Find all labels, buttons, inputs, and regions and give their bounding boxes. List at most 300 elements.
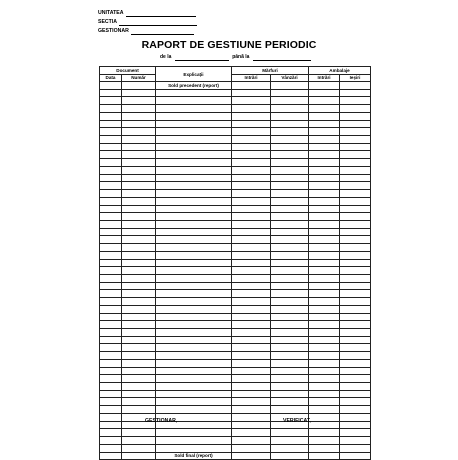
table-cell[interactable]: [309, 128, 340, 136]
table-cell[interactable]: [156, 151, 232, 159]
table-cell[interactable]: [271, 166, 309, 174]
table-cell[interactable]: [271, 267, 309, 275]
table-cell[interactable]: [309, 383, 340, 391]
table-cell[interactable]: [340, 437, 371, 445]
table-cell[interactable]: [309, 267, 340, 275]
table-cell[interactable]: [309, 352, 340, 360]
table-cell[interactable]: [340, 128, 371, 136]
table-cell[interactable]: [156, 375, 232, 383]
table-cell[interactable]: [100, 120, 122, 128]
table-cell[interactable]: [156, 97, 232, 105]
table-cell[interactable]: [100, 220, 122, 228]
table-cell[interactable]: [156, 398, 232, 406]
table-cell[interactable]: [100, 336, 122, 344]
table-cell[interactable]: [232, 120, 271, 128]
table-cell[interactable]: [122, 97, 156, 105]
table-cell[interactable]: [156, 444, 232, 452]
table-cell[interactable]: [122, 367, 156, 375]
table-cell[interactable]: [340, 228, 371, 236]
table-cell[interactable]: [232, 267, 271, 275]
table-cell[interactable]: [100, 398, 122, 406]
table-cell[interactable]: [100, 413, 122, 421]
table-cell[interactable]: [156, 305, 232, 313]
table-cell[interactable]: [232, 313, 271, 321]
table-cell[interactable]: [100, 274, 122, 282]
table-cell[interactable]: [232, 82, 271, 90]
table-cell[interactable]: [122, 82, 156, 90]
table-cell[interactable]: [309, 429, 340, 437]
table-cell[interactable]: [122, 159, 156, 167]
table-cell[interactable]: [309, 375, 340, 383]
table-cell[interactable]: [309, 344, 340, 352]
table-cell[interactable]: [340, 197, 371, 205]
table-cell[interactable]: [271, 329, 309, 337]
table-cell[interactable]: [232, 236, 271, 244]
table-cell[interactable]: [340, 220, 371, 228]
table-cell[interactable]: [309, 213, 340, 221]
table-cell[interactable]: [232, 444, 271, 452]
table-cell[interactable]: [122, 166, 156, 174]
table-cell[interactable]: [122, 329, 156, 337]
table-cell[interactable]: [271, 197, 309, 205]
table-cell[interactable]: [271, 313, 309, 321]
table-cell[interactable]: [340, 298, 371, 306]
table-cell[interactable]: [232, 290, 271, 298]
table-cell[interactable]: [232, 136, 271, 144]
table-cell[interactable]: [122, 429, 156, 437]
table-cell[interactable]: [340, 174, 371, 182]
table-cell[interactable]: [340, 190, 371, 198]
table-cell[interactable]: [340, 205, 371, 213]
table-cell[interactable]: [156, 274, 232, 282]
table-cell[interactable]: [340, 82, 371, 90]
table-cell[interactable]: [100, 159, 122, 167]
table-cell[interactable]: [232, 151, 271, 159]
table-cell[interactable]: [156, 159, 232, 167]
table-cell[interactable]: [100, 321, 122, 329]
table-cell[interactable]: [232, 205, 271, 213]
table-cell[interactable]: [232, 321, 271, 329]
table-cell[interactable]: [232, 105, 271, 113]
table-cell[interactable]: [156, 128, 232, 136]
table-cell[interactable]: [122, 452, 156, 460]
table-cell[interactable]: [340, 429, 371, 437]
table-cell[interactable]: [232, 329, 271, 337]
table-cell[interactable]: [100, 251, 122, 259]
table-cell[interactable]: [100, 244, 122, 252]
table-cell[interactable]: [156, 205, 232, 213]
table-cell[interactable]: [232, 220, 271, 228]
table-cell[interactable]: [122, 174, 156, 182]
table-cell[interactable]: [232, 367, 271, 375]
table-cell[interactable]: [232, 437, 271, 445]
table-cell[interactable]: [122, 437, 156, 445]
table-cell[interactable]: [232, 128, 271, 136]
table-cell[interactable]: [156, 267, 232, 275]
table-cell[interactable]: [309, 228, 340, 236]
table-cell[interactable]: [309, 444, 340, 452]
table-cell[interactable]: [156, 112, 232, 120]
table-cell[interactable]: [271, 228, 309, 236]
table-cell[interactable]: [100, 444, 122, 452]
table-cell[interactable]: [271, 213, 309, 221]
table-cell[interactable]: [156, 236, 232, 244]
table-cell[interactable]: [156, 213, 232, 221]
table-cell[interactable]: [156, 344, 232, 352]
table-cell[interactable]: [271, 274, 309, 282]
table-cell[interactable]: [100, 236, 122, 244]
table-cell[interactable]: [122, 182, 156, 190]
table-cell[interactable]: [100, 429, 122, 437]
table-cell[interactable]: [340, 406, 371, 414]
table-cell[interactable]: [309, 89, 340, 97]
table-cell[interactable]: [340, 329, 371, 337]
table-cell[interactable]: [232, 274, 271, 282]
table-cell[interactable]: [100, 406, 122, 414]
table-cell[interactable]: [122, 213, 156, 221]
table-cell[interactable]: [271, 352, 309, 360]
table-cell[interactable]: [156, 383, 232, 391]
table-cell[interactable]: [122, 197, 156, 205]
table-cell[interactable]: [232, 383, 271, 391]
table-cell[interactable]: [100, 197, 122, 205]
table-cell[interactable]: [309, 197, 340, 205]
table-cell[interactable]: [122, 259, 156, 267]
table-cell[interactable]: [122, 321, 156, 329]
table-cell[interactable]: [100, 298, 122, 306]
table-cell[interactable]: [122, 190, 156, 198]
table-cell[interactable]: [340, 398, 371, 406]
table-cell[interactable]: [122, 406, 156, 414]
table-cell[interactable]: [122, 105, 156, 113]
table-cell[interactable]: [271, 112, 309, 120]
table-cell[interactable]: [232, 166, 271, 174]
table-cell[interactable]: [340, 143, 371, 151]
table-cell[interactable]: [271, 321, 309, 329]
table-cell[interactable]: [271, 220, 309, 228]
table-cell[interactable]: [156, 390, 232, 398]
table-cell[interactable]: [100, 151, 122, 159]
table-cell[interactable]: [309, 313, 340, 321]
table-cell[interactable]: [309, 120, 340, 128]
table-cell[interactable]: [156, 251, 232, 259]
table-cell[interactable]: [271, 390, 309, 398]
table-cell[interactable]: [232, 282, 271, 290]
table-cell[interactable]: [122, 244, 156, 252]
table-cell[interactable]: [340, 359, 371, 367]
table-cell[interactable]: [232, 174, 271, 182]
table-cell[interactable]: [340, 383, 371, 391]
table-cell[interactable]: [309, 274, 340, 282]
table-cell[interactable]: [100, 267, 122, 275]
table-cell[interactable]: [232, 259, 271, 267]
table-cell[interactable]: [271, 282, 309, 290]
table-cell[interactable]: [232, 375, 271, 383]
table-cell[interactable]: [271, 359, 309, 367]
table-cell[interactable]: [100, 205, 122, 213]
table-cell[interactable]: [340, 159, 371, 167]
table-cell[interactable]: [340, 105, 371, 113]
table-cell[interactable]: [340, 290, 371, 298]
table-cell[interactable]: [309, 259, 340, 267]
table-cell[interactable]: [309, 174, 340, 182]
table-cell[interactable]: [100, 143, 122, 151]
table-cell[interactable]: [340, 336, 371, 344]
table-cell[interactable]: [232, 244, 271, 252]
table-cell[interactable]: [271, 429, 309, 437]
table-cell[interactable]: [271, 236, 309, 244]
table-cell[interactable]: [340, 313, 371, 321]
table-cell[interactable]: [271, 375, 309, 383]
table-cell[interactable]: [232, 228, 271, 236]
table-cell[interactable]: [100, 105, 122, 113]
table-cell[interactable]: [122, 336, 156, 344]
table-cell[interactable]: [340, 274, 371, 282]
table-cell[interactable]: [122, 313, 156, 321]
table-cell[interactable]: [122, 290, 156, 298]
table-cell[interactable]: [100, 359, 122, 367]
table-cell[interactable]: [340, 120, 371, 128]
table-cell[interactable]: [100, 352, 122, 360]
table-cell[interactable]: [340, 413, 371, 421]
table-cell[interactable]: [309, 182, 340, 190]
table-cell[interactable]: [340, 421, 371, 429]
table-cell[interactable]: [340, 452, 371, 460]
table-cell[interactable]: [100, 421, 122, 429]
table-cell[interactable]: [156, 282, 232, 290]
table-cell[interactable]: [271, 336, 309, 344]
table-cell[interactable]: [309, 305, 340, 313]
table-cell[interactable]: [309, 282, 340, 290]
table-cell[interactable]: [271, 290, 309, 298]
table-cell[interactable]: [156, 329, 232, 337]
table-cell[interactable]: [100, 174, 122, 182]
table-cell[interactable]: [100, 182, 122, 190]
table-cell[interactable]: [271, 143, 309, 151]
table-cell[interactable]: [100, 344, 122, 352]
table-cell[interactable]: [100, 97, 122, 105]
table-cell[interactable]: [340, 213, 371, 221]
table-cell[interactable]: [156, 244, 232, 252]
table-cell[interactable]: [340, 321, 371, 329]
table-cell[interactable]: [309, 298, 340, 306]
table-cell[interactable]: [309, 336, 340, 344]
table-cell[interactable]: [156, 105, 232, 113]
table-cell[interactable]: [309, 329, 340, 337]
table-cell[interactable]: [100, 290, 122, 298]
table-cell[interactable]: [156, 166, 232, 174]
table-cell[interactable]: [271, 259, 309, 267]
table-cell[interactable]: [309, 151, 340, 159]
table-cell[interactable]: [156, 406, 232, 414]
table-cell[interactable]: [232, 112, 271, 120]
table-cell[interactable]: [122, 398, 156, 406]
table-cell[interactable]: [156, 190, 232, 198]
table-cell[interactable]: [309, 136, 340, 144]
table-cell[interactable]: [271, 305, 309, 313]
table-cell[interactable]: [156, 298, 232, 306]
table-cell[interactable]: [309, 398, 340, 406]
table-cell[interactable]: [340, 97, 371, 105]
table-cell[interactable]: [232, 213, 271, 221]
table-cell[interactable]: [309, 321, 340, 329]
table-cell[interactable]: [340, 89, 371, 97]
table-cell[interactable]: [309, 437, 340, 445]
table-cell[interactable]: [232, 97, 271, 105]
table-cell[interactable]: [100, 259, 122, 267]
table-cell[interactable]: [232, 336, 271, 344]
table-cell[interactable]: [340, 236, 371, 244]
table-cell[interactable]: [309, 82, 340, 90]
table-cell[interactable]: [100, 383, 122, 391]
table-cell[interactable]: [122, 143, 156, 151]
table-cell[interactable]: [271, 82, 309, 90]
table-cell[interactable]: [309, 452, 340, 460]
table-cell[interactable]: [271, 406, 309, 414]
table-cell[interactable]: [309, 244, 340, 252]
table-cell[interactable]: [271, 383, 309, 391]
table-cell[interactable]: [156, 259, 232, 267]
table-cell[interactable]: [232, 159, 271, 167]
table-cell[interactable]: [340, 367, 371, 375]
table-cell[interactable]: [309, 97, 340, 105]
table-cell[interactable]: [340, 151, 371, 159]
table-cell[interactable]: [271, 89, 309, 97]
table-cell[interactable]: [340, 282, 371, 290]
table-cell[interactable]: [309, 220, 340, 228]
table-cell[interactable]: [340, 267, 371, 275]
table-cell[interactable]: [100, 367, 122, 375]
table-cell[interactable]: [309, 236, 340, 244]
table-cell[interactable]: [271, 344, 309, 352]
table-cell[interactable]: [122, 282, 156, 290]
table-cell[interactable]: [122, 120, 156, 128]
table-cell[interactable]: [232, 197, 271, 205]
table-cell[interactable]: [100, 82, 122, 90]
table-cell[interactable]: [271, 298, 309, 306]
table-cell[interactable]: [156, 359, 232, 367]
table-cell[interactable]: [309, 413, 340, 421]
table-cell[interactable]: [340, 390, 371, 398]
table-cell[interactable]: [309, 159, 340, 167]
table-cell[interactable]: [271, 437, 309, 445]
table-cell[interactable]: [309, 143, 340, 151]
table-cell[interactable]: [156, 197, 232, 205]
table-cell[interactable]: [340, 375, 371, 383]
table-cell[interactable]: [122, 444, 156, 452]
table-cell[interactable]: [122, 89, 156, 97]
table-cell[interactable]: [100, 190, 122, 198]
table-cell[interactable]: [232, 298, 271, 306]
table-cell[interactable]: [100, 305, 122, 313]
table-cell[interactable]: [122, 274, 156, 282]
table-cell[interactable]: [271, 174, 309, 182]
table-cell[interactable]: [340, 259, 371, 267]
table-cell[interactable]: [340, 136, 371, 144]
table-cell[interactable]: [340, 444, 371, 452]
table-cell[interactable]: [232, 182, 271, 190]
table-cell[interactable]: [156, 429, 232, 437]
table-cell[interactable]: [309, 166, 340, 174]
table-cell[interactable]: [122, 112, 156, 120]
table-cell[interactable]: [122, 228, 156, 236]
table-cell[interactable]: [340, 182, 371, 190]
table-cell[interactable]: [122, 151, 156, 159]
table-cell[interactable]: [156, 120, 232, 128]
table-cell[interactable]: [100, 112, 122, 120]
table-cell[interactable]: [122, 375, 156, 383]
table-cell[interactable]: [156, 220, 232, 228]
table-cell[interactable]: [122, 359, 156, 367]
table-cell[interactable]: [340, 166, 371, 174]
table-cell[interactable]: [309, 406, 340, 414]
table-cell[interactable]: [232, 406, 271, 414]
table-cell[interactable]: [232, 251, 271, 259]
table-cell[interactable]: [271, 444, 309, 452]
table-cell[interactable]: [271, 190, 309, 198]
table-cell[interactable]: [232, 143, 271, 151]
table-cell[interactable]: [271, 367, 309, 375]
table-cell[interactable]: [122, 205, 156, 213]
table-cell[interactable]: [100, 390, 122, 398]
table-cell[interactable]: [232, 398, 271, 406]
table-cell[interactable]: [309, 205, 340, 213]
table-cell[interactable]: [156, 174, 232, 182]
table-cell[interactable]: [100, 228, 122, 236]
table-cell[interactable]: [100, 452, 122, 460]
table-cell[interactable]: [156, 136, 232, 144]
table-cell[interactable]: [271, 128, 309, 136]
table-cell[interactable]: [156, 313, 232, 321]
table-cell[interactable]: [156, 321, 232, 329]
table-cell[interactable]: [232, 413, 271, 421]
table-cell[interactable]: [232, 452, 271, 460]
table-cell[interactable]: [122, 251, 156, 259]
table-cell[interactable]: [156, 228, 232, 236]
table-cell[interactable]: [271, 136, 309, 144]
table-cell[interactable]: [156, 89, 232, 97]
table-cell[interactable]: [100, 213, 122, 221]
table-cell[interactable]: [309, 190, 340, 198]
table-cell[interactable]: [122, 220, 156, 228]
table-cell[interactable]: [232, 390, 271, 398]
table-cell[interactable]: [271, 159, 309, 167]
table-cell[interactable]: [156, 367, 232, 375]
table-cell[interactable]: [340, 251, 371, 259]
table-cell[interactable]: [340, 344, 371, 352]
table-cell[interactable]: [340, 305, 371, 313]
table-cell[interactable]: [271, 97, 309, 105]
table-cell[interactable]: [122, 136, 156, 144]
table-cell[interactable]: [232, 359, 271, 367]
table-cell[interactable]: [271, 452, 309, 460]
table-cell[interactable]: [271, 120, 309, 128]
table-cell[interactable]: [309, 390, 340, 398]
table-cell[interactable]: [271, 151, 309, 159]
table-cell[interactable]: [232, 89, 271, 97]
table-cell[interactable]: [232, 344, 271, 352]
table-cell[interactable]: [232, 190, 271, 198]
table-cell[interactable]: [309, 290, 340, 298]
table-cell[interactable]: [122, 383, 156, 391]
table-cell[interactable]: [122, 305, 156, 313]
table-cell[interactable]: [100, 375, 122, 383]
table-cell[interactable]: [156, 290, 232, 298]
table-cell[interactable]: [122, 390, 156, 398]
table-cell[interactable]: [156, 182, 232, 190]
table-cell[interactable]: [100, 128, 122, 136]
table-cell[interactable]: [122, 236, 156, 244]
